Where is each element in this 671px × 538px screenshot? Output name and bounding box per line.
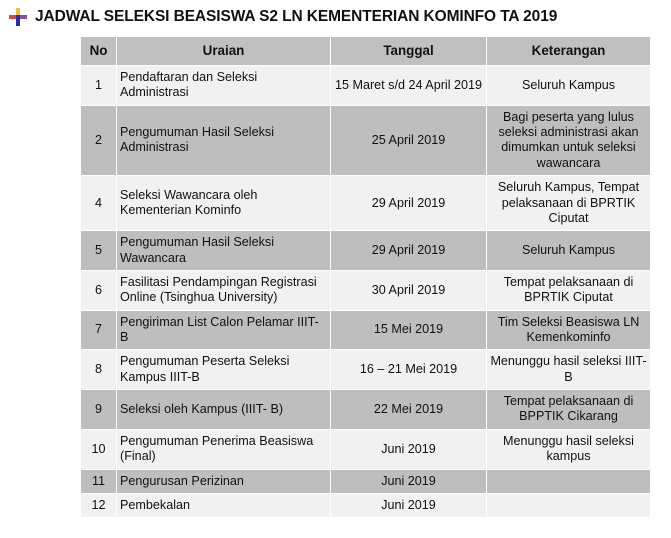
cell-keterangan: Tim Seleksi Beasiswa LN Kemenkominfo xyxy=(487,310,651,350)
cell-tanggal: 15 Maret s/d 24 April 2019 xyxy=(331,66,487,106)
cell-no: 9 xyxy=(81,390,117,430)
table-row xyxy=(81,176,651,231)
cell-tanggal: 29 April 2019 xyxy=(331,231,487,271)
cell-tanggal: 29 April 2019 xyxy=(331,176,487,231)
cell-keterangan xyxy=(487,469,651,493)
cell-uraian: Pengumuman Penerima Beasiswa (Final) xyxy=(117,429,331,469)
cell-keterangan: Bagi peserta yang lulus seleksi administrasi akan dimumkan untuk seleksi wawancara xyxy=(487,105,651,175)
cell-uraian: Fasilitasi Pendampingan Registrasi Online (Tsinghua University) xyxy=(117,270,331,310)
cell-uraian: Seleksi oleh Kampus (IIIT- B) xyxy=(117,390,331,430)
cell-uraian: Pengumuman Hasil Seleksi Wawancara xyxy=(117,231,331,271)
cell-keterangan: Tempat pelaksanaan di BPRTIK Ciputat xyxy=(487,270,651,310)
table-header xyxy=(81,37,651,66)
cell-keterangan xyxy=(487,493,651,517)
cell-no: 12 xyxy=(81,493,117,517)
cell-no: 6 xyxy=(81,270,117,310)
cell-tanggal: Juni 2019 xyxy=(331,493,487,517)
cell-tanggal: Juni 2019 xyxy=(331,469,487,493)
table-row xyxy=(81,350,651,390)
table-row xyxy=(81,231,651,271)
cell-tanggal: Juni 2019 xyxy=(331,429,487,469)
cell-no: 7 xyxy=(81,310,117,350)
page-title-row xyxy=(0,0,671,34)
table-body xyxy=(81,66,651,518)
cell-no: 2 xyxy=(81,105,117,175)
cell-uraian: Pengumuman Hasil Seleksi Administrasi xyxy=(117,105,331,175)
four-color-cross-icon xyxy=(8,7,28,27)
table-row xyxy=(81,66,651,106)
table-row xyxy=(81,493,651,517)
cell-no: 8 xyxy=(81,350,117,390)
table-row xyxy=(81,469,651,493)
column-header-uraian: Uraian xyxy=(117,37,331,66)
table-row xyxy=(81,390,651,430)
column-header-no: No xyxy=(81,37,117,66)
schedule-table-container xyxy=(80,36,650,518)
cell-no: 5 xyxy=(81,231,117,271)
table-row xyxy=(81,429,651,469)
cell-keterangan: Menunggu hasil seleksi kampus xyxy=(487,429,651,469)
cell-no: 10 xyxy=(81,429,117,469)
cell-uraian: Pembekalan xyxy=(117,493,331,517)
schedule-table xyxy=(80,36,651,518)
page-title: JADWAL SELEKSI BEASISWA S2 LN KEMENTERIAN KOMINFO TA 2019 xyxy=(35,8,558,25)
cell-uraian: Seleksi Wawancara oleh Kementerian Kominfo xyxy=(117,176,331,231)
cell-uraian: Pengumuman Peserta Seleksi Kampus IIIT-B xyxy=(117,350,331,390)
cell-tanggal: 15 Mei 2019 xyxy=(331,310,487,350)
cell-keterangan: Seluruh Kampus xyxy=(487,66,651,106)
cell-keterangan: Seluruh Kampus, Tempat pelaksanaan di BPRTIK Ciputat xyxy=(487,176,651,231)
cell-no: 4 xyxy=(81,176,117,231)
cell-uraian: Pendaftaran dan Seleksi Administrasi xyxy=(117,66,331,106)
table-row xyxy=(81,270,651,310)
cell-uraian: Pengurusan Perizinan xyxy=(117,469,331,493)
cell-tanggal: 25 April 2019 xyxy=(331,105,487,175)
column-header-keterangan: Keterangan xyxy=(487,37,651,66)
cell-keterangan: Seluruh Kampus xyxy=(487,231,651,271)
cell-tanggal: 16 – 21 Mei 2019 xyxy=(331,350,487,390)
cell-tanggal: 22 Mei 2019 xyxy=(331,390,487,430)
cell-keterangan: Tempat pelaksanaan di BPPTIK Cikarang xyxy=(487,390,651,430)
cell-tanggal: 30 April 2019 xyxy=(331,270,487,310)
cell-no: 1 xyxy=(81,66,117,106)
table-row xyxy=(81,310,651,350)
column-header-tanggal: Tanggal xyxy=(331,37,487,66)
table-row xyxy=(81,105,651,175)
cell-no: 11 xyxy=(81,469,117,493)
cell-uraian: Pengiriman List Calon Pelamar IIIT-B xyxy=(117,310,331,350)
cell-keterangan: Menunggu hasil seleksi IIIT-B xyxy=(487,350,651,390)
table-header-row xyxy=(81,37,651,66)
